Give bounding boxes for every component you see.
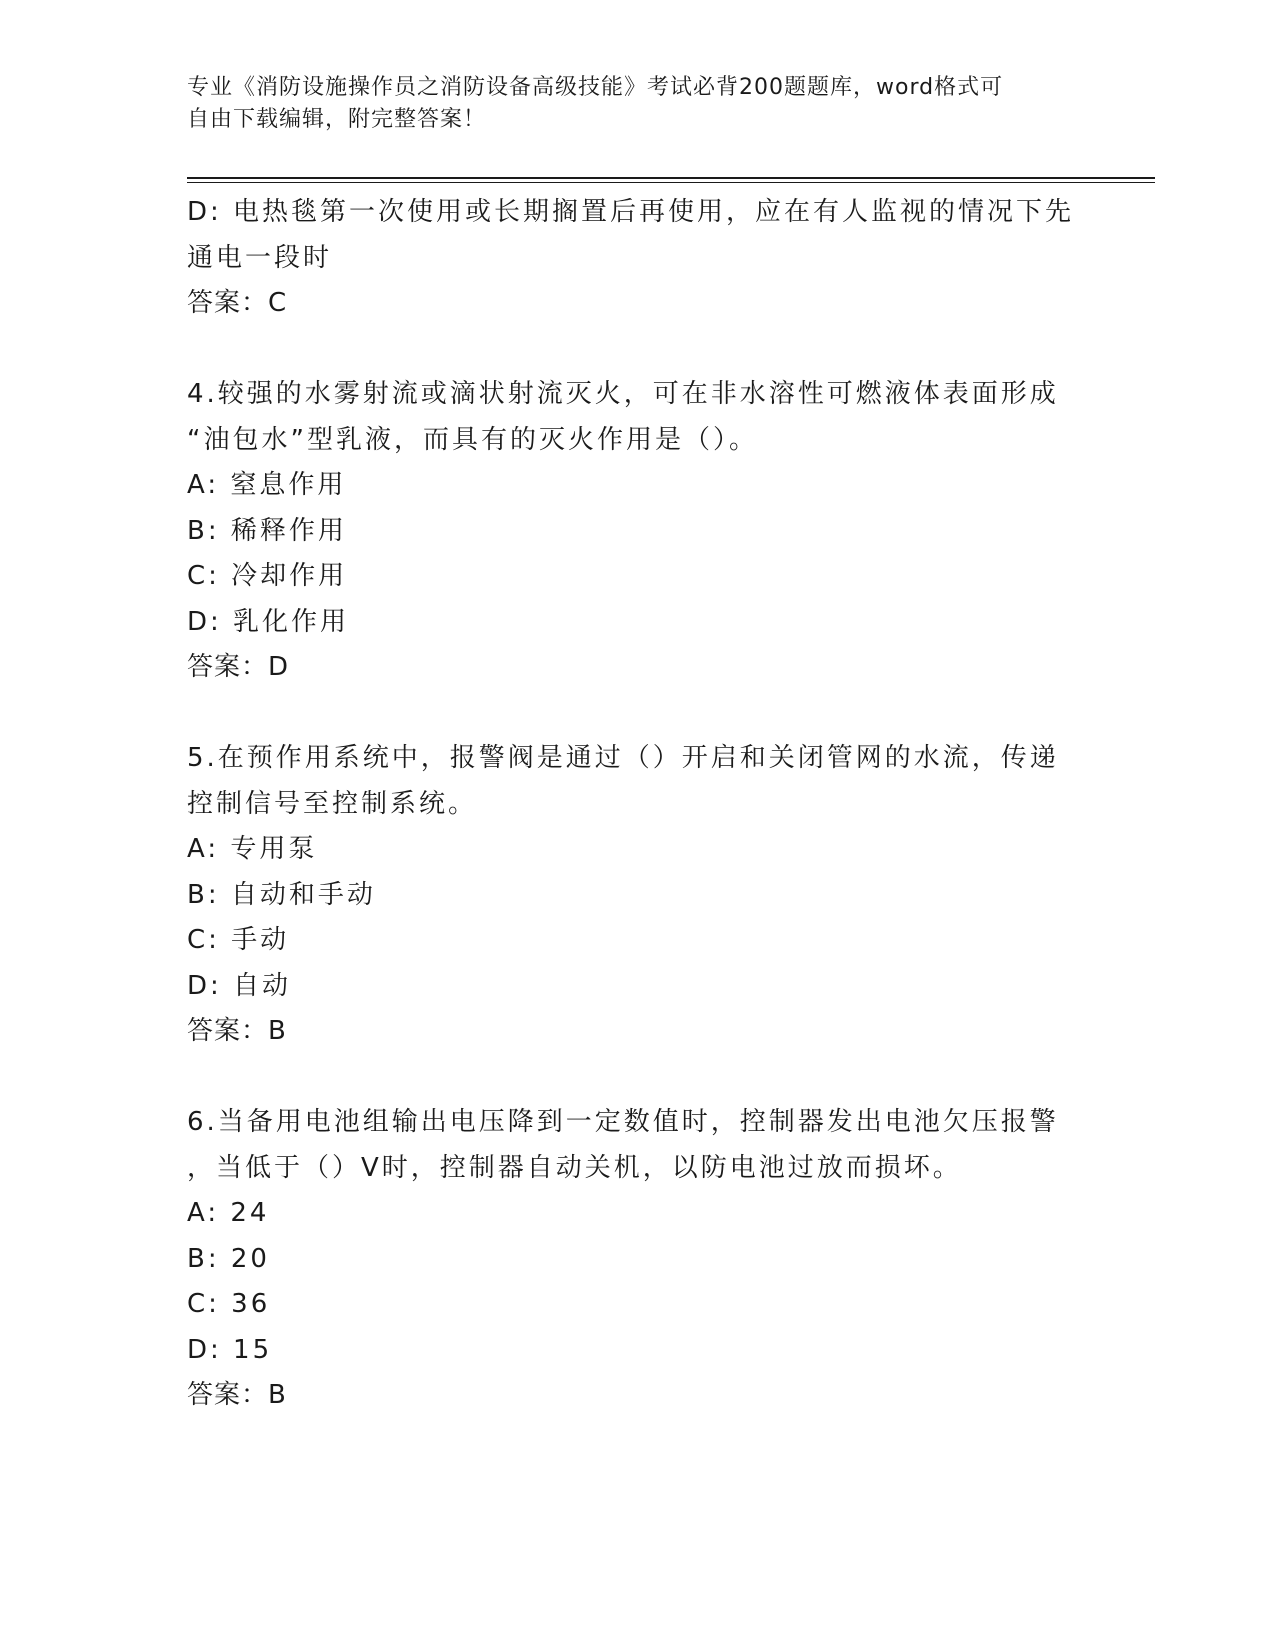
option-d: D: 电热毯第一次使用或长期搁置后再使用，应在有人监视的情况下先 [187,197,1075,227]
question-3-tail [187,190,1087,327]
answer-line: 答案：B [187,1016,287,1046]
option-c: C: 36 [187,1289,271,1319]
spacer [187,1055,1087,1101]
spacer [187,691,1087,737]
question-content [187,190,1087,1419]
header-divider-thin [187,182,1155,183]
header-divider-thick [187,177,1155,179]
spacer [187,327,1087,373]
option-d-continued: 通电一段时 [187,242,333,273]
option-a: A: 窒息作用 [187,470,347,500]
question-stem-continued: ，当低于（）V时，控制器自动关机，以防电池过放而损坏。 [187,1152,962,1183]
answer-line: 答案：B [187,1380,287,1410]
question-stem: 4.较强的水雾射流或滴状射流灭火，可在非水溶性可燃液体表面形成 [187,379,1059,409]
option-c: C: 手动 [187,925,290,955]
header-line-1: 专业《消防设施操作员之消防设备高级技能》考试必背200题题库，word格式可 [187,75,1004,100]
option-c: C: 冷却作用 [187,561,348,591]
option-d: D: 自动 [187,970,292,1001]
question-6 [187,1100,1087,1419]
question-stem-continued: “油包水”型乳液，而具有的灭火作用是（）。 [187,424,758,455]
option-b: B: 稀释作用 [187,515,347,546]
option-a: A: 24 [187,1198,270,1228]
option-d: D: 15 [187,1334,273,1365]
page-header [187,72,1067,136]
header-line-2: 自由下载编辑，附完整答案！ [187,107,487,132]
option-d: D: 乳化作用 [187,606,350,637]
answer-line: 答案：D [187,652,290,682]
answer-line: 答案：C [187,288,288,318]
question-stem-continued: 控制信号至控制系统。 [187,788,478,819]
question-5 [187,736,1087,1055]
option-b: B: 自动和手动 [187,879,376,910]
question-4 [187,372,1087,691]
question-stem: 6.当备用电池组输出电压降到一定数值时，控制器发出电池欠压报警 [187,1107,1059,1137]
question-stem: 5.在预作用系统中，报警阀是通过（）开启和关闭管网的水流，传递 [187,743,1059,773]
option-b: B: 20 [187,1243,270,1274]
option-a: A: 专用泵 [187,834,318,864]
